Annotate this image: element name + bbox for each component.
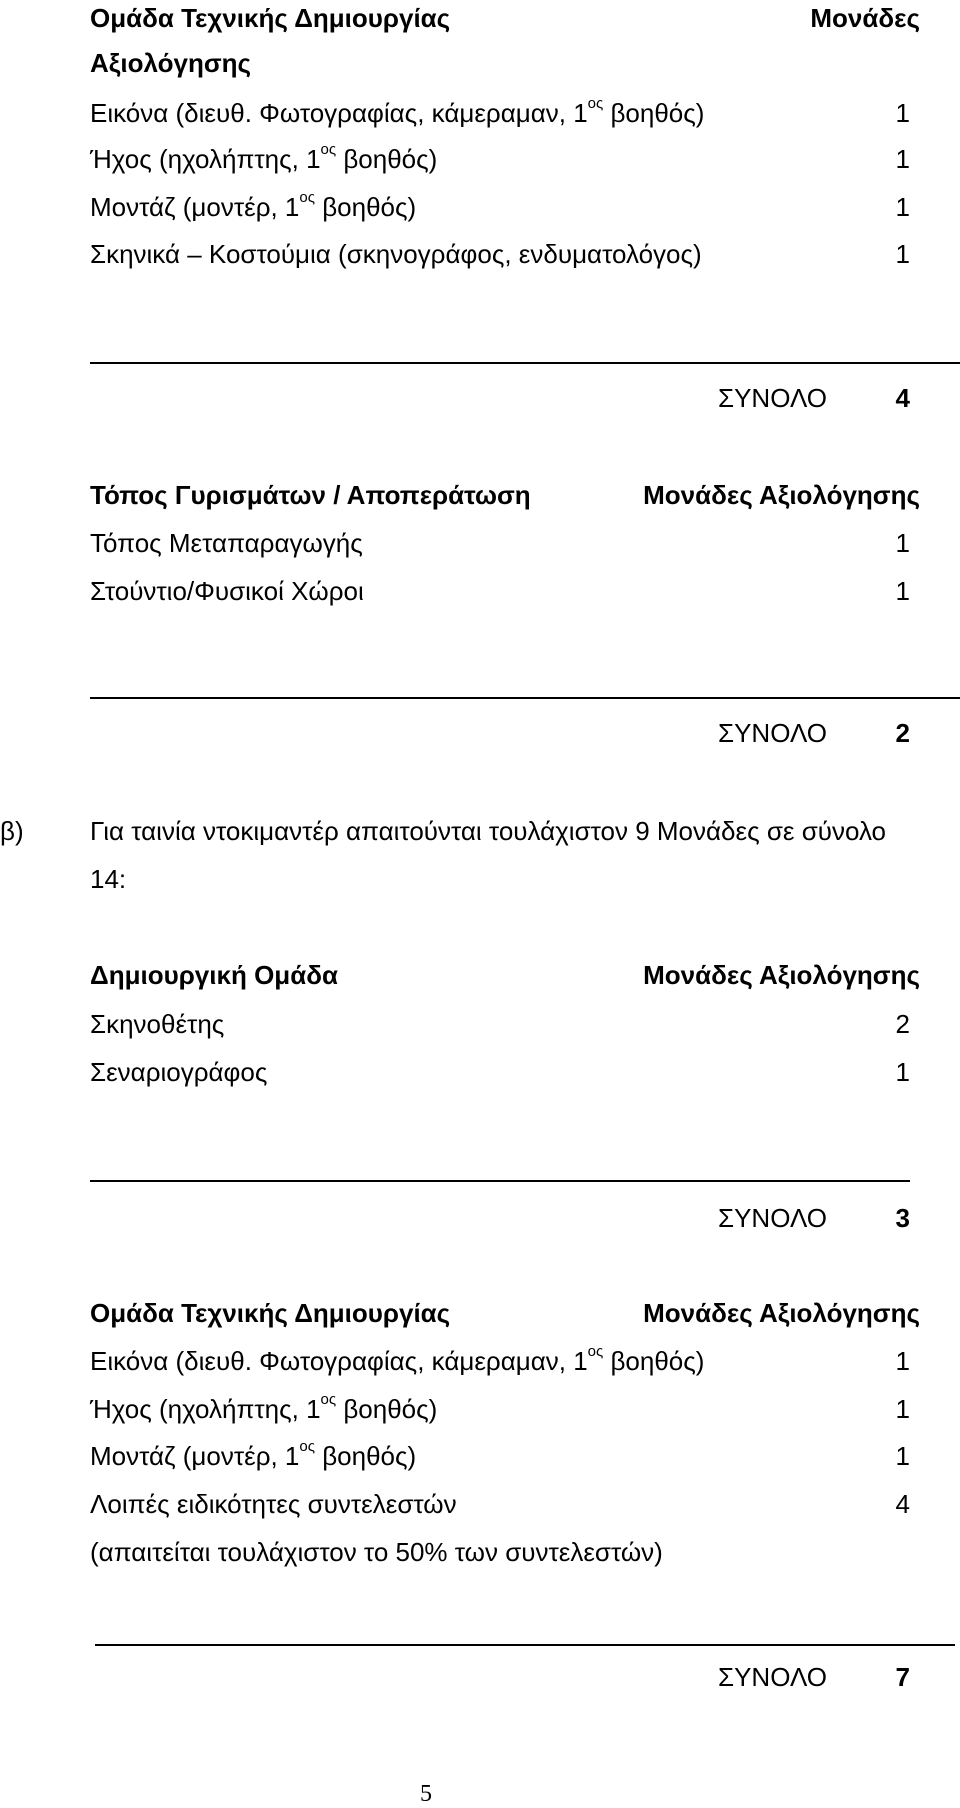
section2-total-value: 2	[895, 718, 910, 748]
section4-row-value: 4	[895, 1489, 910, 1519]
section2-row-label: Τόπος Μεταπαραγωγής	[90, 528, 363, 558]
section2-total-rule	[90, 697, 960, 699]
section4-row-label: Μοντάζ (μοντέρ, $1^{o\varsigma}$ βοηθός)	[90, 1438, 417, 1471]
section1-total-label: ΣΥΝΟΛΟ	[718, 383, 827, 413]
section3-row-value: 1	[895, 1057, 910, 1087]
section2-row-value: 1	[895, 528, 910, 558]
section4-row-value: 1	[895, 1441, 910, 1471]
section1-total-value: 4	[895, 383, 910, 413]
section1-total-rule	[90, 362, 960, 364]
section1-row-value: 1	[895, 239, 910, 269]
section4-total-rule	[95, 1644, 955, 1646]
section2-row-value: 1	[895, 576, 910, 606]
section3-row-label: Σκηνοθέτης	[90, 1009, 225, 1039]
section1-header-left-line2: Αξιολόγησης	[90, 48, 252, 78]
section4-header-right: Μονάδες Αξιολόγησης	[643, 1298, 920, 1328]
section4-row-label: Ήχος (ηχολήπτης, $1^{o\varsigma}$ βοηθός)	[90, 1391, 438, 1424]
section2-row-label: Στούντιο/Φυσικοί Χώροι	[90, 576, 364, 606]
section2-header-right: Μονάδες Αξιολόγησης	[643, 480, 920, 510]
section4-total-label: ΣΥΝΟΛΟ	[718, 1662, 827, 1692]
section3-row-label: Σεναριογράφος	[90, 1057, 268, 1087]
section3-header-right: Μονάδες Αξιολόγησης	[643, 960, 920, 990]
paragraph-b-line1: Για ταινία ντοκιμαντέρ απαιτούνται τουλάχιστον 9 Μονάδες σε σύνολο	[90, 816, 887, 846]
section4-header-left: Ομάδα Τεχνικής Δημιουργίας	[90, 1298, 451, 1328]
section1-row-value: 1	[895, 98, 910, 128]
section1-row-label: Ήχος (ηχολήπτης, $1^{o\varsigma}$ βοηθός)	[90, 141, 438, 174]
section3-total-rule	[90, 1180, 910, 1182]
section4-row-label: Εικόνα (διευθ. Φωτογραφίας, κάμεραμαν, $1^{o\varsigma}$ βοηθός)	[90, 1343, 705, 1376]
section3-total-value: 3	[895, 1203, 910, 1233]
section3-total-label: ΣΥΝΟΛΟ	[718, 1203, 827, 1233]
section1-row-label: Εικόνα (διευθ. Φωτογραφίας, κάμεραμαν, $1^{o\varsigma}$ βοηθός)	[90, 95, 705, 128]
section4-note: (απαιτείται τουλάχιστον το 50% των συντελεστών)	[90, 1537, 663, 1567]
section1-row-value: 1	[895, 144, 910, 174]
paragraph-b-marker: β)	[0, 816, 24, 846]
section1-row-label: Σκηνικά – Κοστούμια (σκηνογράφος, ενδυματολόγος)	[90, 239, 702, 269]
section2-header-left: Τόπος Γυρισμάτων / Αποπεράτωση	[90, 480, 531, 510]
paragraph-b-line2: 14:	[90, 864, 127, 894]
section2-total-label: ΣΥΝΟΛΟ	[718, 718, 827, 748]
section1-header-right: Μονάδες	[810, 3, 920, 33]
section3-header-left: Δημιουργική Ομάδα	[90, 960, 338, 990]
page-number: 5	[420, 1781, 432, 1807]
section1-row-label: Μοντάζ (μοντέρ, $1^{o\varsigma}$ βοηθός)	[90, 189, 417, 222]
section3-row-value: 2	[895, 1009, 910, 1039]
section4-row-value: 1	[895, 1346, 910, 1376]
section4-row-value: 1	[895, 1394, 910, 1424]
section1-header-left: Ομάδα Τεχνικής Δημιουργίας	[90, 3, 451, 33]
section4-total-value: 7	[895, 1662, 910, 1692]
section1-row-value: 1	[895, 192, 910, 222]
section4-row-label: Λοιπές ειδικότητες συντελεστών	[90, 1489, 457, 1519]
